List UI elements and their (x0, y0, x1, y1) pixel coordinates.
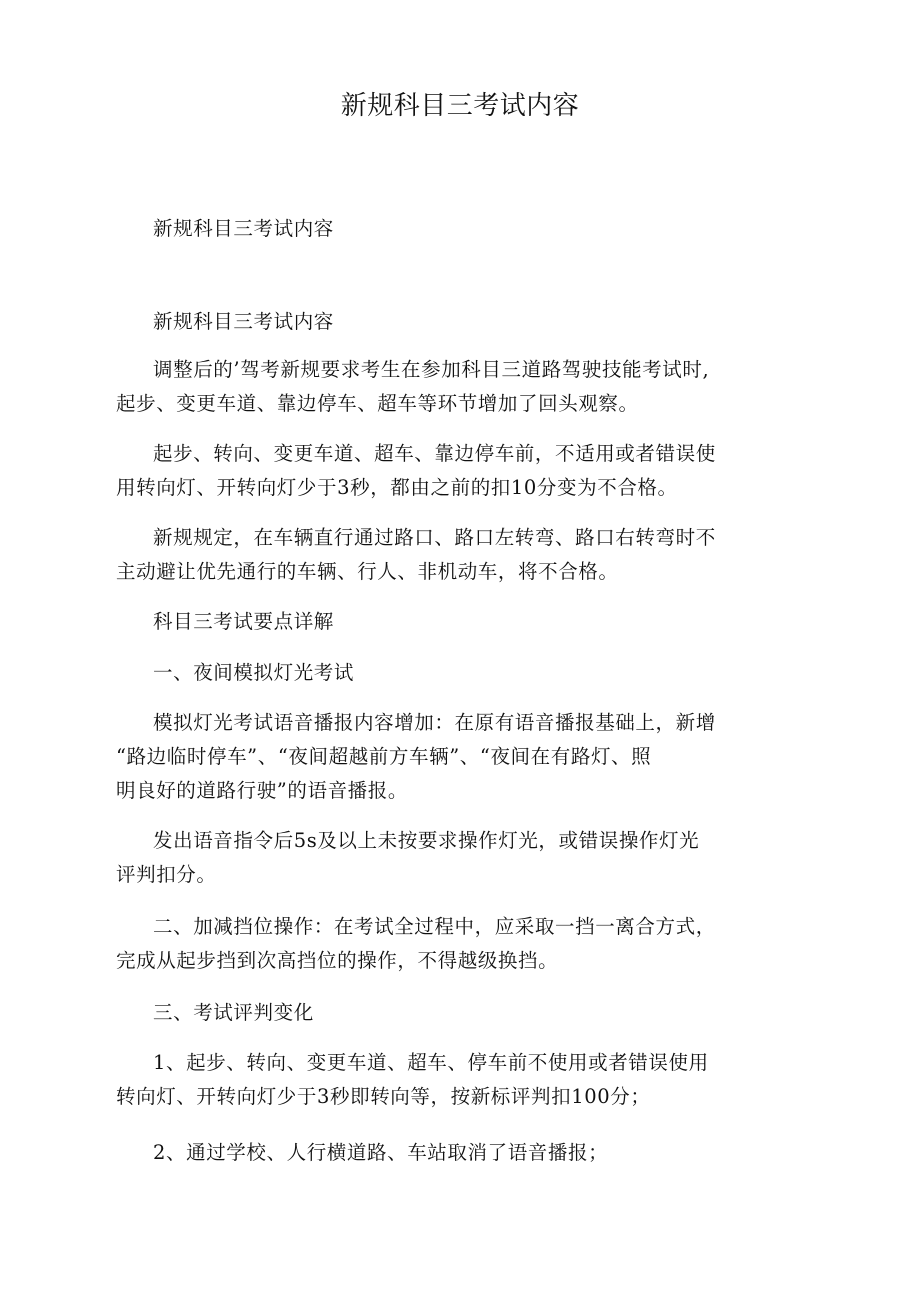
document-title: 新规科目三考试内容 (340, 91, 580, 121)
paragraph-yield-rule (116, 521, 770, 589)
paragraph-section-1-note (116, 824, 770, 892)
paragraph-line: 2、通过学校、人行横道路、车站取消了语音播报； (153, 1141, 609, 1164)
paragraph-line: 科目三考试要点详解 (153, 610, 334, 633)
paragraph-line: 起步、变更车道、靠边停车、超车等环节增加了回头观察。 (116, 392, 639, 415)
section-heading-3 (116, 996, 770, 1030)
paragraph-line: 转向灯、开转向灯少于3秒即转向等，按新标评判扣100分； (116, 1085, 651, 1108)
paragraph-line: 三、考试评判变化 (153, 1001, 314, 1024)
paragraph-line: 明良好的道路行驶”的语音播报。 (116, 779, 408, 802)
paragraph-line: “路边临时停车”、“夜间超越前方车辆”、“夜间在有路灯、照 (116, 745, 652, 768)
paragraph-turn-signal (116, 437, 770, 505)
paragraph-line: 用转向灯、开转向灯少于3秒，都由之前的扣10分变为不合格。 (116, 476, 678, 499)
paragraph-key-points (116, 605, 770, 639)
paragraph-line: 新规科目三考试内容 (153, 217, 334, 240)
paragraph-line: 主动避让优先通行的车辆、行人、非机动车，将不合格。 (116, 560, 619, 583)
paragraph-line: 模拟灯光考试语音播报内容增加：在原有语音播报基础上，新增 (153, 711, 716, 734)
paragraph-section-3-item-2 (116, 1136, 770, 1170)
paragraph-line: 新规规定，在车辆直行通过路口、路口左转弯、路口右转弯时不 (153, 526, 716, 549)
paragraph-line: 新规科目三考试内容 (153, 310, 334, 333)
paragraph-section-1-body (116, 706, 770, 808)
paragraph-line: 1、起步、转向、变更车道、超车、停车前不使用或者错误使用 (153, 1051, 709, 1074)
paragraph-line: 评判扣分。 (116, 863, 217, 886)
paragraph-line: 发出语音指令后5s及以上未按要求操作灯光，或错误操作灯光 (153, 829, 700, 852)
section-heading-1 (116, 656, 770, 690)
paragraph-line: 调整后的’驾考新规要求考生在参加科目三道路驾驶技能考试时, (153, 358, 710, 381)
paragraph-line: 起步、转向、变更车道、超车、靠边停车前，不适用或者错误使 (153, 442, 716, 465)
paragraph-line: 二、加减挡位操作：在考试全过程中，应采取一挡一离合方式， (153, 915, 716, 938)
paragraph-subtitle-2 (116, 305, 770, 339)
paragraph-line: 完成从起步挡到次高挡位的操作，不得越级换挡。 (116, 949, 559, 972)
paragraph-subtitle-1 (116, 212, 770, 246)
section-heading-2 (116, 910, 770, 978)
paragraph-section-3-item-1 (116, 1046, 770, 1114)
paragraph-intro (116, 353, 770, 421)
paragraph-line: 一、夜间模拟灯光考试 (153, 661, 355, 684)
